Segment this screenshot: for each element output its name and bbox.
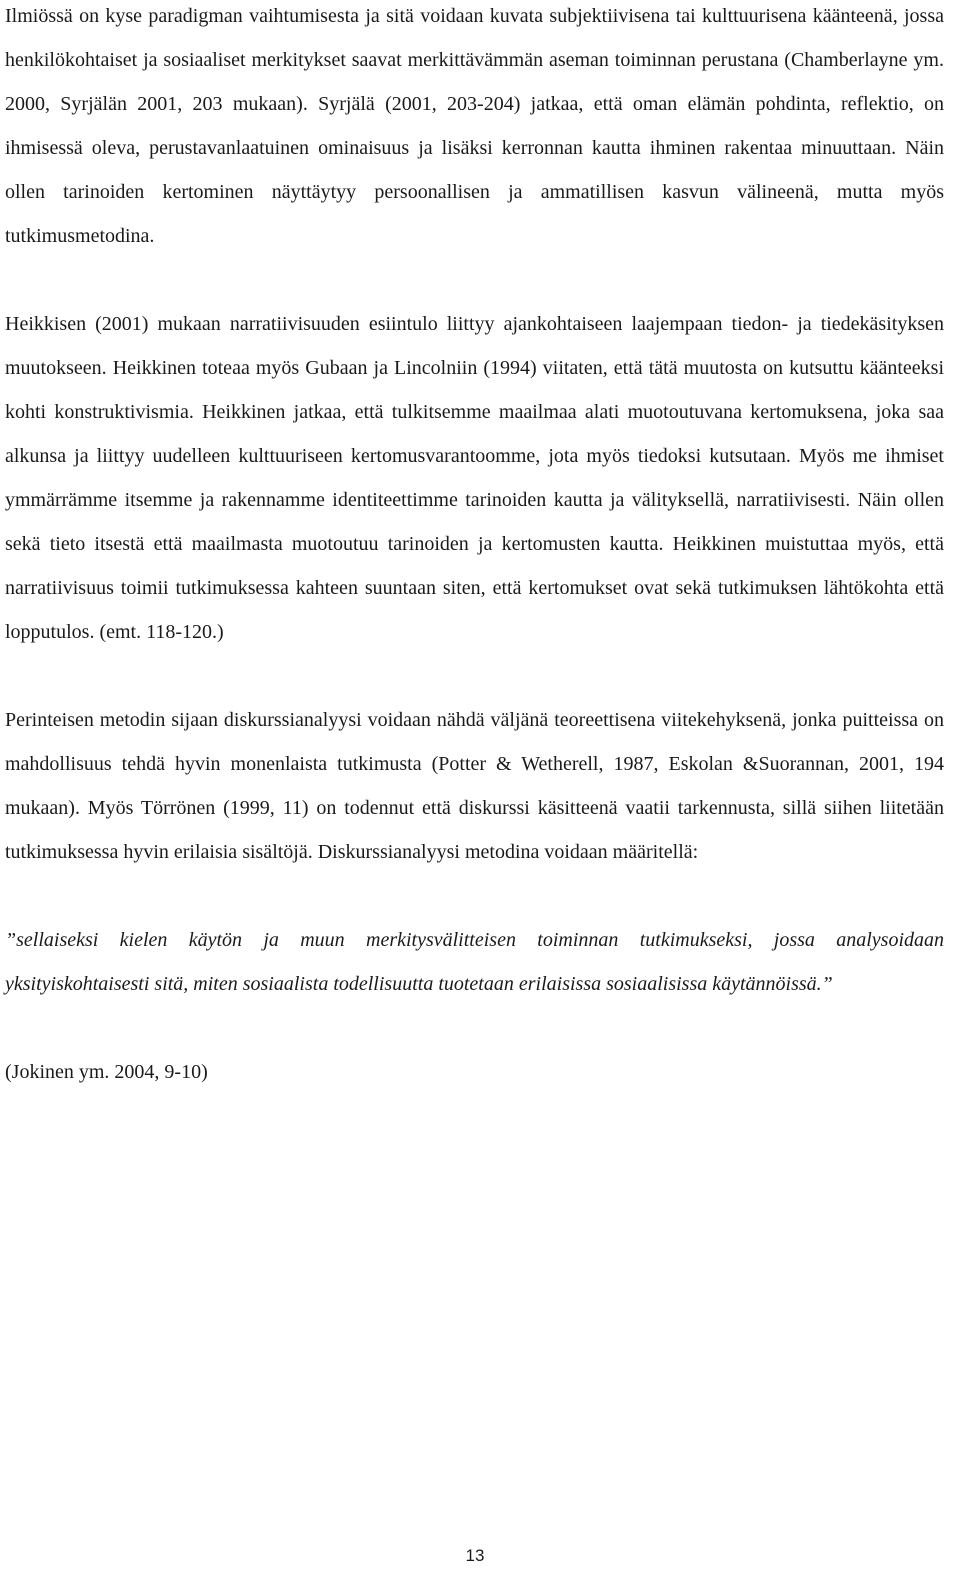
quote-citation: (Jokinen ym. 2004, 9-10) xyxy=(5,1061,208,1083)
block-quote: ”sellaiseksi kielen käytön ja muun merkitysvälitteisen toiminnan tutkimukseksi, jossa analysoidaan yksityiskohtaisesti sitä, miten sosiaalista todellisuutta tuotetaan erilaisissa sosiaalisissa käytännöissä.” xyxy=(5,929,944,995)
paragraph-heikkinen: Heikkisen (2001) mukaan narratiivisuuden esiintulo liittyy ajankohtaiseen laajempaan tiedon- ja tiedekäsityksen muutokseen. Heikkinen toteaa myös Gubaan ja Lincolniin (1994) viitaten, että tätä muutosta on kutsuttu käänteeksi kohti konstruktivismia. Heikkinen jatkaa, että tulkitsemme maailmaa alati muotoutuvana kertomuksena, joka saa alkunsa ja liittyy uudelleen kulttuuriseen kertomusvarantoomme, jota myös tiedoksi kutsutaan. Myös me ihmiset ymmärrämme itsemme ja rakennamme identiteettimme tarinoiden kautta ja välityksellä, narratiivisesti. Näin ollen sekä tieto itsestä että maailmasta muotoutuu tarinoiden ja kertomusten kautta. Heikkinen muistuttaa myös, että narratiivisuus toimii tutkimuksessa kahteen suuntaan siten, että kertomukset ovat sekä tutkimuksen lähtökohta että lopputulos. (emt. 118-120.) xyxy=(5,313,944,643)
paragraph-discourse-analysis: Perinteisen metodin sijaan diskurssianalyysi voidaan nähdä väljänä teoreettisena viitekehyksenä, jonka puitteissa on mahdollisuus tehdä hyvin monenlaista tutkimusta (Potter & Wetherell, 1987, Eskolan &Suorannan, 2001, 194 mukaan). Myös Törrönen (1999, 11) on todennut että diskurssi käsitteenä vaatii tarkennusta, sillä siihen liitetään tutkimuksessa hyvin erilaisia sisältöjä. Diskurssianalyysi metodina voidaan määritellä: xyxy=(5,709,944,863)
document-body xyxy=(5,0,944,1094)
paragraph-narrative-turn: Ilmiössä on kyse paradigman vaihtumisesta ja sitä voidaan kuvata subjektiivisena tai kulttuurisena käänteenä, jossa henkilökohtaiset ja sosiaaliset merkitykset saavat merkittävämmän aseman toiminnan perustana (Chamberlayne ym. 2000, Syrjälän 2001, 203 mukaan). Syrjälä (2001, 203-204) jatkaa, että oman elämän pohdinta, reflektio, on ihmisessä oleva, perustavanlaatuinen ominaisuus ja lisäksi kerronnan kautta ihminen rakentaa minuuttaan. Näin ollen tarinoiden kertominen näyttäytyy persoonallisen ja ammatillisen kasvun välineenä, mutta myös tutkimusmetodina. xyxy=(5,5,944,247)
page-number: 13 xyxy=(465,1546,485,1565)
